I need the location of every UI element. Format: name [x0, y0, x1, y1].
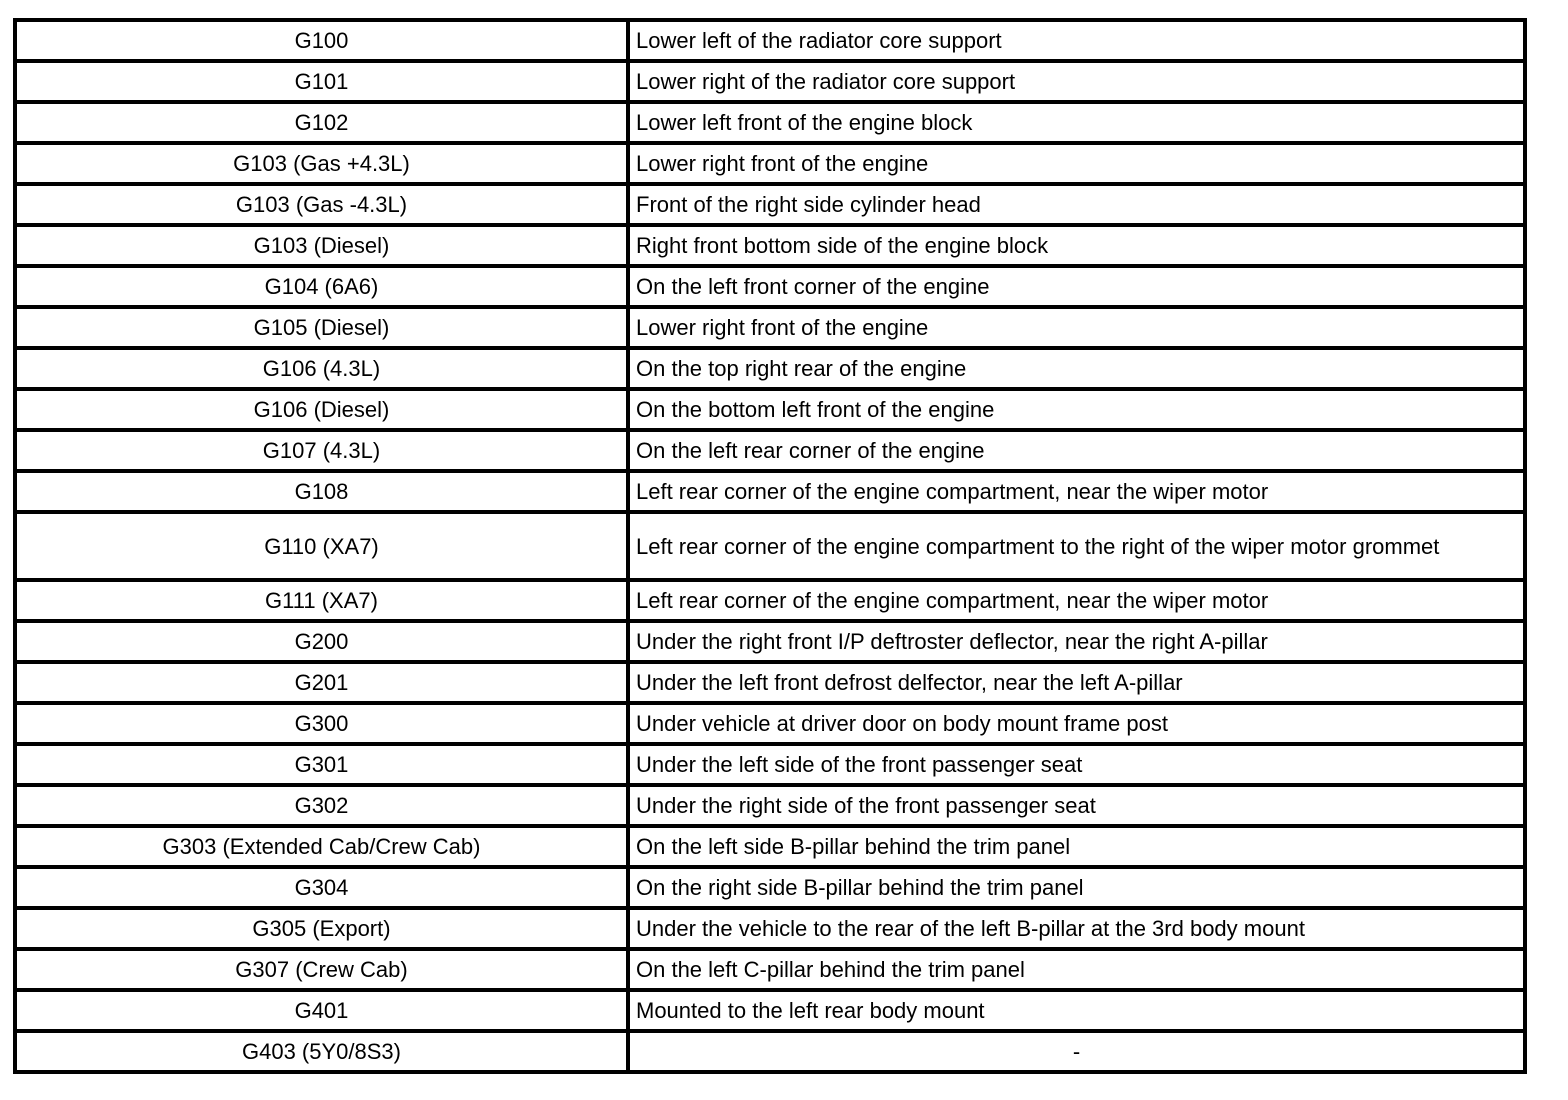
ground-id-cell: G201 [15, 662, 628, 703]
ground-location-cell: Under the left side of the front passenger seat [628, 744, 1525, 785]
table-row [15, 471, 1525, 512]
ground-id-cell: G303 (Extended Cab/Crew Cab) [15, 826, 628, 867]
ground-location-cell: On the left side B-pillar behind the trim panel [628, 826, 1525, 867]
ground-id-cell: G106 (4.3L) [15, 348, 628, 389]
ground-location-cell: Under the vehicle to the rear of the left B-pillar at the 3rd body mount [628, 908, 1525, 949]
ground-id-cell: G101 [15, 61, 628, 102]
ground-id-cell: G307 (Crew Cab) [15, 949, 628, 990]
table-row [15, 184, 1525, 225]
ground-location-cell: On the top right rear of the engine [628, 348, 1525, 389]
table-row [15, 867, 1525, 908]
table-body [15, 20, 1525, 1072]
ground-location-cell: Under vehicle at driver door on body mount frame post [628, 703, 1525, 744]
ground-location-cell: - [628, 1031, 1525, 1072]
ground-id-cell: G108 [15, 471, 628, 512]
table-row [15, 512, 1525, 580]
ground-id-cell: G100 [15, 20, 628, 61]
ground-id-cell: G302 [15, 785, 628, 826]
ground-location-cell: On the bottom left front of the engine [628, 389, 1525, 430]
ground-id-cell: G401 [15, 990, 628, 1031]
ground-location-cell: Lower right of the radiator core support [628, 61, 1525, 102]
ground-location-cell: Right front bottom side of the engine block [628, 225, 1525, 266]
ground-id-cell: G111 (XA7) [15, 580, 628, 621]
ground-id-cell: G102 [15, 102, 628, 143]
table-row [15, 785, 1525, 826]
ground-location-cell: Lower right front of the engine [628, 143, 1525, 184]
ground-location-cell: Left rear corner of the engine compartment, near the wiper motor [628, 471, 1525, 512]
ground-location-cell: On the right side B-pillar behind the trim panel [628, 867, 1525, 908]
table-row [15, 580, 1525, 621]
ground-id-cell: G103 (Gas -4.3L) [15, 184, 628, 225]
ground-id-cell: G106 (Diesel) [15, 389, 628, 430]
table-row [15, 389, 1525, 430]
ground-id-cell: G304 [15, 867, 628, 908]
ground-location-cell: Front of the right side cylinder head [628, 184, 1525, 225]
table-row [15, 20, 1525, 61]
ground-location-cell: Left rear corner of the engine compartment to the right of the wiper motor grommet [628, 512, 1525, 580]
ground-location-cell: Lower left front of the engine block [628, 102, 1525, 143]
ground-id-cell: G200 [15, 621, 628, 662]
ground-id-cell: G107 (4.3L) [15, 430, 628, 471]
table-row [15, 1031, 1525, 1072]
table-row [15, 307, 1525, 348]
ground-location-cell: On the left rear corner of the engine [628, 430, 1525, 471]
table-row [15, 102, 1525, 143]
table-row [15, 61, 1525, 102]
table-row [15, 621, 1525, 662]
ground-id-cell: G110 (XA7) [15, 512, 628, 580]
table-row [15, 348, 1525, 389]
ground-id-cell: G305 (Export) [15, 908, 628, 949]
table-row [15, 266, 1525, 307]
ground-location-cell: Left rear corner of the engine compartment, near the wiper motor [628, 580, 1525, 621]
ground-id-cell: G301 [15, 744, 628, 785]
ground-location-cell: Lower left of the radiator core support [628, 20, 1525, 61]
ground-location-cell: On the left C-pillar behind the trim panel [628, 949, 1525, 990]
table-row [15, 744, 1525, 785]
table-row [15, 990, 1525, 1031]
table-row [15, 826, 1525, 867]
ground-id-cell: G103 (Diesel) [15, 225, 628, 266]
ground-location-cell: Under the left front defrost delfector, near the left A-pillar [628, 662, 1525, 703]
ground-id-cell: G300 [15, 703, 628, 744]
table-row [15, 662, 1525, 703]
table-row [15, 430, 1525, 471]
ground-location-cell: Mounted to the left rear body mount [628, 990, 1525, 1031]
ground-id-cell: G104 (6A6) [15, 266, 628, 307]
table-row [15, 143, 1525, 184]
ground-location-cell: Under the right side of the front passenger seat [628, 785, 1525, 826]
table-row [15, 908, 1525, 949]
ground-location-cell: Lower right front of the engine [628, 307, 1525, 348]
ground-id-cell: G105 (Diesel) [15, 307, 628, 348]
table-row [15, 225, 1525, 266]
ground-location-cell: On the left front corner of the engine [628, 266, 1525, 307]
ground-id-cell: G103 (Gas +4.3L) [15, 143, 628, 184]
ground-locations-table [13, 18, 1527, 1074]
ground-id-cell: G403 (5Y0/8S3) [15, 1031, 628, 1072]
table-row [15, 949, 1525, 990]
table-row [15, 703, 1525, 744]
ground-location-cell: Under the right front I/P deftroster deflector, near the right A-pillar [628, 621, 1525, 662]
